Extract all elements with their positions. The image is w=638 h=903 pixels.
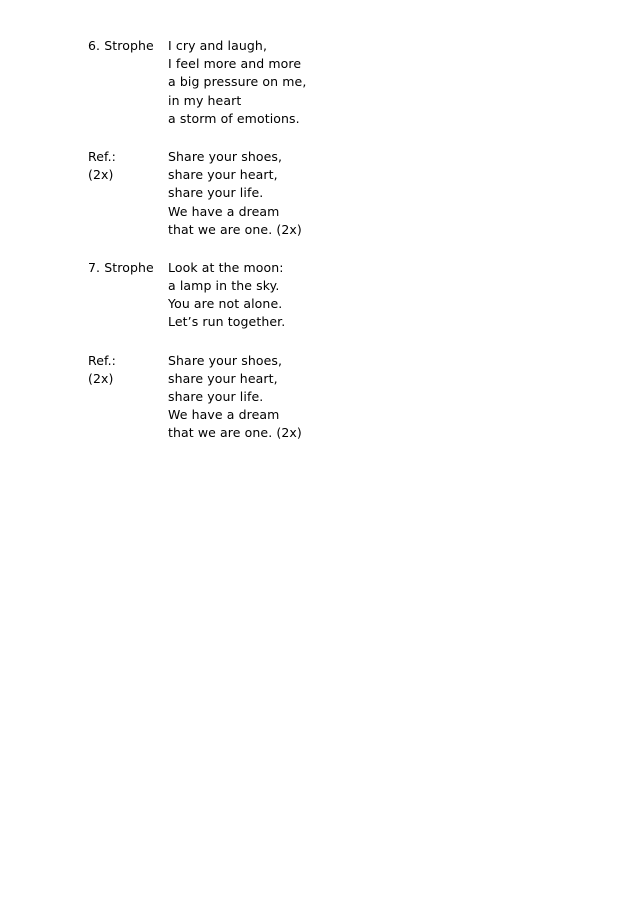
lyric-line: in my heart — [168, 92, 242, 108]
lyric-line: I feel more and more — [168, 56, 302, 72]
lyric-line: a big pressure on me, — [168, 74, 307, 90]
lyric-line: We have a dream — [168, 407, 280, 423]
repeat-label: (2x) — [88, 370, 114, 386]
stanza-refrain-2 — [88, 352, 508, 443]
stanza-label: 6. Strophe — [88, 38, 154, 53]
lyric-line: share your life. — [168, 389, 264, 404]
lyric-line: a storm of emotions. — [168, 110, 300, 126]
stanza-text — [168, 148, 508, 239]
lyric-line: Share your shoes, — [168, 352, 283, 368]
stanza-text — [168, 352, 508, 443]
lyric-line: You are not alone. — [168, 296, 283, 312]
lyric-line: I cry and laugh, — [168, 38, 268, 53]
lyric-line: Look at the moon: — [168, 259, 284, 275]
stanza-label: Ref.: — [88, 148, 116, 164]
song-lyrics — [88, 37, 508, 463]
stanza-text — [168, 259, 508, 332]
repeat-label: (2x) — [88, 167, 114, 183]
stanza-label-column — [88, 259, 168, 332]
stanza-label-column — [88, 37, 168, 128]
lyric-line: share your life. — [168, 185, 264, 201]
stanza-label: 7. Strophe — [88, 259, 154, 275]
lyric-line: share your heart, — [168, 370, 278, 386]
stanza-refrain-1 — [88, 148, 508, 239]
stanza-strophe-7 — [88, 259, 508, 332]
stanza-strophe-6 — [88, 37, 508, 128]
stanza-label-column — [88, 148, 168, 239]
lyric-line: that we are one. (2x) — [168, 425, 302, 441]
lyric-line: share your heart, — [168, 167, 278, 183]
lyric-line: We have a dream — [168, 203, 280, 219]
stanza-label-column — [88, 352, 168, 443]
stanza-label: Ref.: — [88, 352, 116, 368]
lyric-line: a lamp in the sky. — [168, 278, 280, 294]
lyric-line: that we are one. (2x) — [168, 221, 302, 237]
lyric-line: Let’s run together. — [168, 314, 286, 330]
lyric-line: Share your shoes, — [168, 148, 283, 164]
stanza-text — [168, 37, 508, 128]
